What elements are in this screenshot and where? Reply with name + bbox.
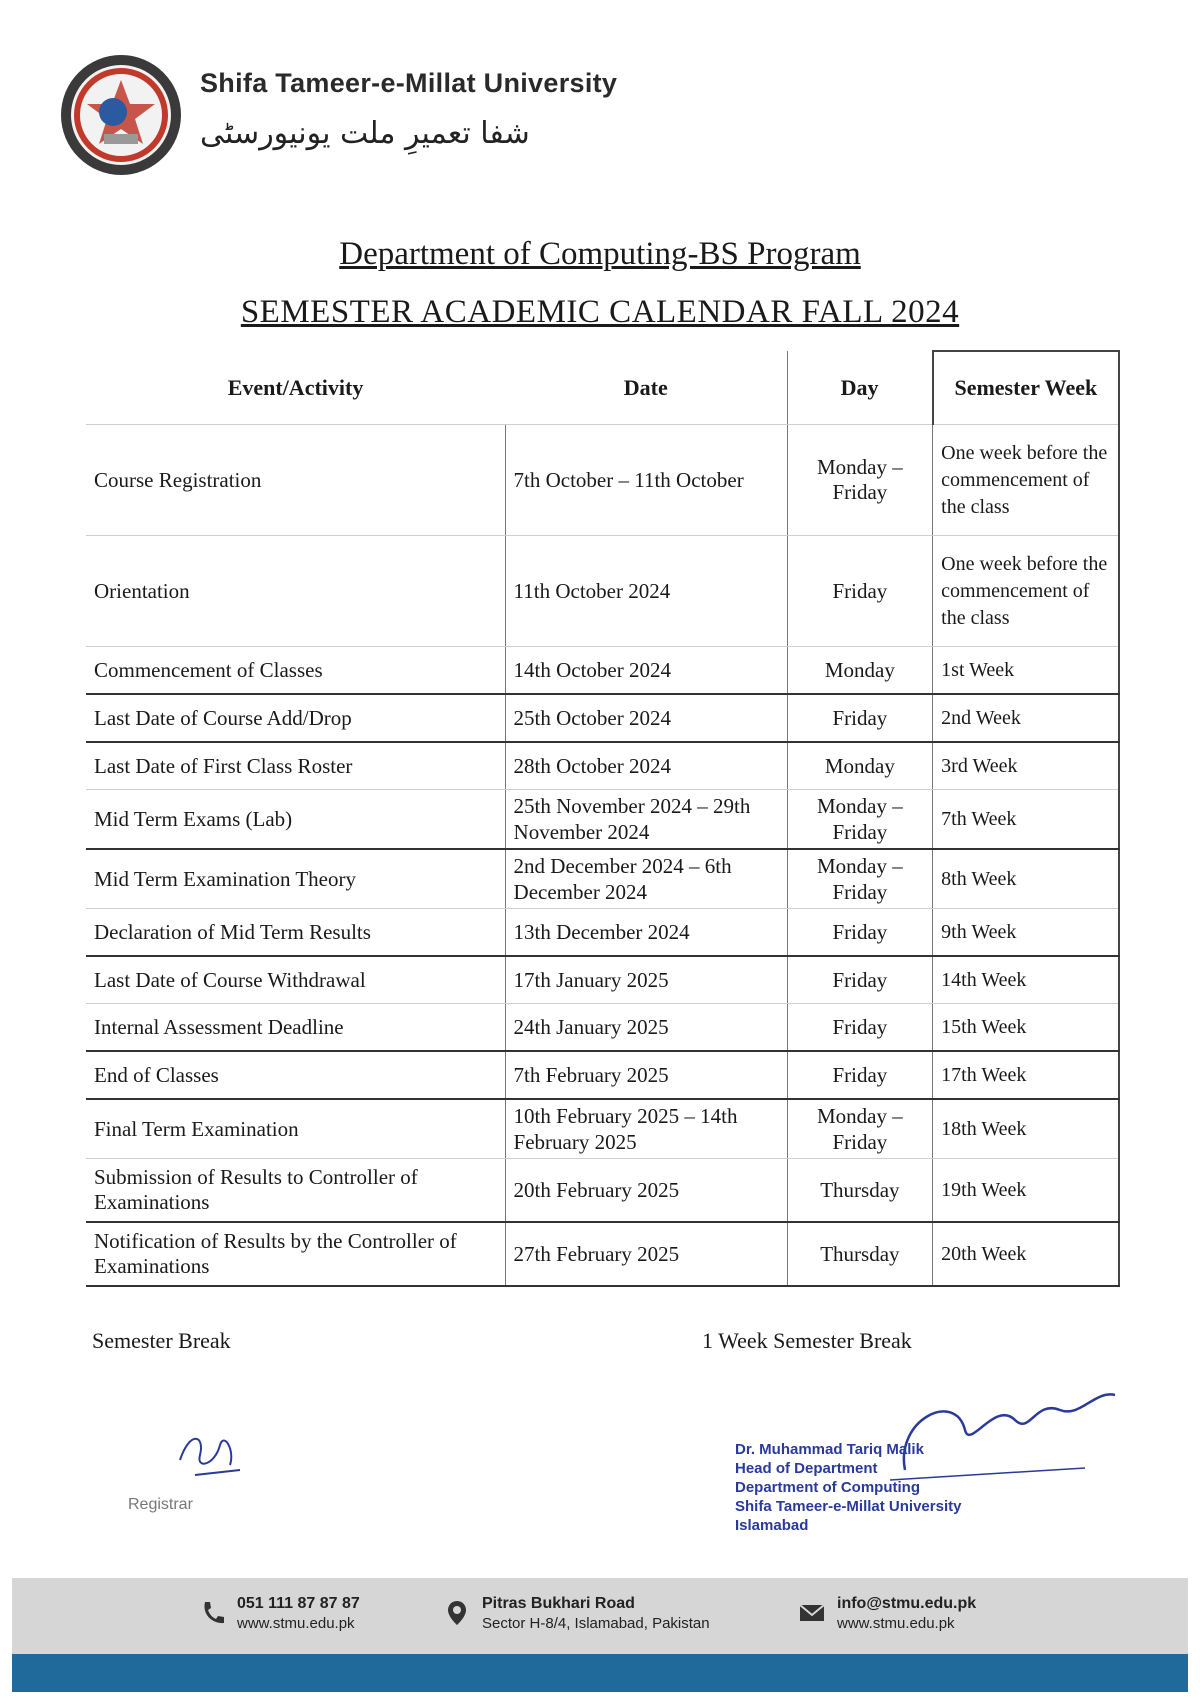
week-cell: 8th Week bbox=[933, 849, 1119, 909]
day-cell: Friday bbox=[787, 536, 933, 647]
table-row bbox=[86, 536, 1119, 647]
stamp-line: Shifa Tameer-e-Millat University bbox=[735, 1498, 962, 1515]
event-cell: Declaration of Mid Term Results bbox=[86, 909, 505, 957]
university-name: Shifa Tameer-e-Millat University bbox=[200, 68, 618, 98]
event-cell: End of Classes bbox=[86, 1051, 505, 1099]
stamp-line: Department of Computing bbox=[735, 1479, 920, 1496]
email-icon bbox=[797, 1598, 827, 1628]
week-cell: 7th Week bbox=[933, 790, 1119, 850]
contact-phone: 051 111 87 87 87 bbox=[237, 1595, 360, 1612]
event-cell: Last Date of Course Withdrawal bbox=[86, 956, 505, 1004]
day-cell: Friday bbox=[787, 694, 933, 742]
day-cell: Monday bbox=[787, 647, 933, 695]
day-cell: Monday – Friday bbox=[787, 790, 933, 850]
date-cell: 27th February 2025 bbox=[505, 1222, 787, 1286]
event-cell: Final Term Examination bbox=[86, 1099, 505, 1159]
header-day: Day bbox=[787, 351, 933, 425]
contact-phone-sub: www.stmu.edu.pk bbox=[237, 1615, 355, 1632]
contact-email-sub: www.stmu.edu.pk bbox=[837, 1615, 955, 1632]
event-cell: Last Date of Course Add/Drop bbox=[86, 694, 505, 742]
week-cell: 19th Week bbox=[933, 1159, 1119, 1223]
stamp-line: Dr. Muhammad Tariq Malik bbox=[735, 1441, 924, 1458]
table-row bbox=[86, 1051, 1119, 1099]
registrar-label: Registrar bbox=[128, 1496, 193, 1513]
date-cell: 13th December 2024 bbox=[505, 909, 787, 957]
date-cell: 10th February 2025 – 14th February 2025 bbox=[505, 1099, 787, 1159]
table-row bbox=[86, 909, 1119, 957]
event-cell: Submission of Results to Controller of Examinations bbox=[86, 1159, 505, 1223]
academic-calendar-table bbox=[86, 350, 1120, 1287]
week-cell: 17th Week bbox=[933, 1051, 1119, 1099]
date-cell: 24th January 2025 bbox=[505, 1004, 787, 1052]
date-cell: 17th January 2025 bbox=[505, 956, 787, 1004]
table-row bbox=[86, 790, 1119, 850]
week-cell: 14th Week bbox=[933, 956, 1119, 1004]
week-cell: 2nd Week bbox=[933, 694, 1119, 742]
event-cell: Last Date of First Class Roster bbox=[86, 742, 505, 790]
day-cell: Thursday bbox=[787, 1159, 933, 1223]
contact-band bbox=[12, 1578, 1188, 1654]
stamp-line: Head of Department bbox=[735, 1460, 878, 1477]
university-name-urdu: شفا تعمیرِ ملت یونیورسٹی bbox=[200, 116, 530, 151]
day-cell: Monday – Friday bbox=[787, 1099, 933, 1159]
event-cell: Orientation bbox=[86, 536, 505, 647]
event-cell: Notification of Results by the Controller of Examinations bbox=[86, 1222, 505, 1286]
week-cell: One week before the commencement of the class bbox=[933, 425, 1119, 536]
event-cell: Mid Term Exams (Lab) bbox=[86, 790, 505, 850]
event-cell: Commencement of Classes bbox=[86, 647, 505, 695]
table-row bbox=[86, 647, 1119, 695]
table-header-row bbox=[86, 351, 1119, 425]
table-row bbox=[86, 694, 1119, 742]
phone-icon bbox=[197, 1598, 227, 1628]
table-row bbox=[86, 1099, 1119, 1159]
day-cell: Friday bbox=[787, 1004, 933, 1052]
official-stamp bbox=[735, 1440, 1075, 1535]
stamp-line: Islamabad bbox=[735, 1517, 809, 1534]
event-cell: Mid Term Examination Theory bbox=[86, 849, 505, 909]
day-cell: Friday bbox=[787, 1051, 933, 1099]
day-cell: Friday bbox=[787, 956, 933, 1004]
semester-break-label: Semester Break bbox=[92, 1328, 231, 1353]
week-cell: 1st Week bbox=[933, 647, 1119, 695]
footer-color-band bbox=[12, 1654, 1188, 1692]
day-cell: Monday – Friday bbox=[787, 849, 933, 909]
date-cell: 20th February 2025 bbox=[505, 1159, 787, 1223]
semester-title: SEMESTER ACADEMIC CALENDAR FALL 2024 bbox=[240, 294, 960, 330]
week-cell: One week before the commencement of the class bbox=[933, 536, 1119, 647]
week-cell: 20th Week bbox=[933, 1222, 1119, 1286]
date-cell: 7th October – 11th October bbox=[505, 425, 787, 536]
table-row bbox=[86, 1159, 1119, 1223]
week-cell: 3rd Week bbox=[933, 742, 1119, 790]
location-icon bbox=[442, 1598, 472, 1628]
date-cell: 14th October 2024 bbox=[505, 647, 787, 695]
date-cell: 11th October 2024 bbox=[505, 536, 787, 647]
contact-email: info@stmu.edu.pk bbox=[837, 1595, 977, 1612]
table-row bbox=[86, 1004, 1119, 1052]
day-cell: Monday bbox=[787, 742, 933, 790]
event-cell: Course Registration bbox=[86, 425, 505, 536]
contact-address: Pitras Bukhari Road bbox=[482, 1595, 635, 1612]
date-cell: 2nd December 2024 – 6th December 2024 bbox=[505, 849, 787, 909]
table-row bbox=[86, 1222, 1119, 1286]
date-cell: 7th February 2025 bbox=[505, 1051, 787, 1099]
date-cell: 25th November 2024 – 29th November 2024 bbox=[505, 790, 787, 850]
date-cell: 25th October 2024 bbox=[505, 694, 787, 742]
table-row bbox=[86, 742, 1119, 790]
header-date: Date bbox=[505, 351, 787, 425]
day-cell: Monday – Friday bbox=[787, 425, 933, 536]
table-row bbox=[86, 849, 1119, 909]
semester-break-value: 1 Week Semester Break bbox=[702, 1328, 912, 1353]
date-cell: 28th October 2024 bbox=[505, 742, 787, 790]
registrar-signature bbox=[160, 1420, 270, 1490]
table-row bbox=[86, 956, 1119, 1004]
university-logo bbox=[58, 52, 184, 178]
header-event: Event/Activity bbox=[86, 351, 505, 425]
table-row bbox=[86, 425, 1119, 536]
department-title: Department of Computing-BS Program bbox=[339, 236, 861, 272]
week-cell: 9th Week bbox=[933, 909, 1119, 957]
day-cell: Thursday bbox=[787, 1222, 933, 1286]
contact-address-sub: Sector H-8/4, Islamabad, Pakistan bbox=[482, 1615, 710, 1632]
week-cell: 18th Week bbox=[933, 1099, 1119, 1159]
week-cell: 15th Week bbox=[933, 1004, 1119, 1052]
event-cell: Internal Assessment Deadline bbox=[86, 1004, 505, 1052]
day-cell: Friday bbox=[787, 909, 933, 957]
header-week: Semester Week bbox=[933, 351, 1119, 425]
